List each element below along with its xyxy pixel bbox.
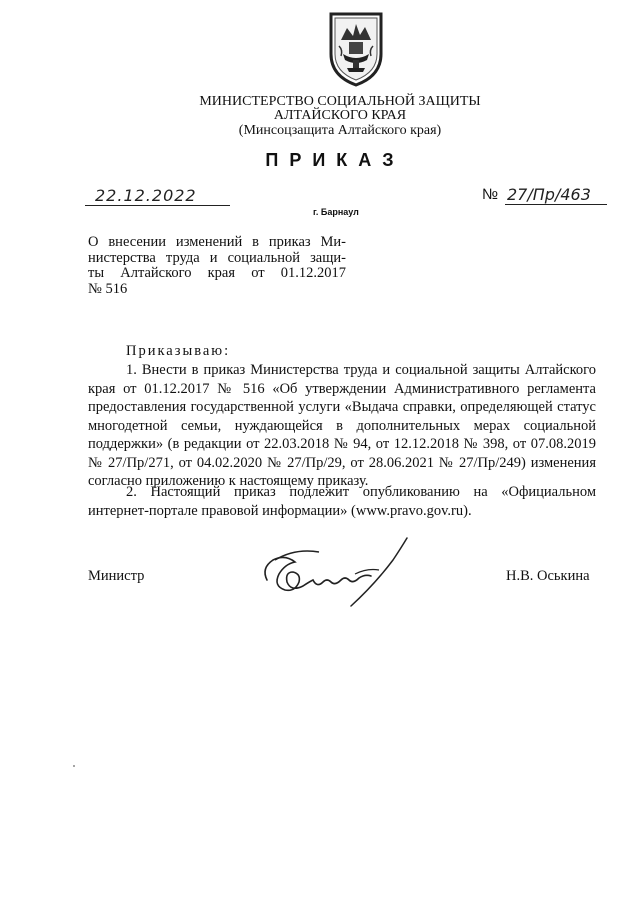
subject-line: О внесении изменений в приказ Ми- bbox=[88, 234, 346, 250]
order-body-paragraph-1 bbox=[88, 361, 596, 491]
subject-line: ты Алтайского края от 01.12.2017 bbox=[88, 265, 346, 281]
order-number: 27/Пр/463 bbox=[505, 185, 607, 205]
order-subject bbox=[88, 235, 346, 297]
subject-line: № 516 bbox=[88, 280, 128, 297]
order-date: 22.12.2022 bbox=[85, 186, 230, 206]
signer-title: Министр bbox=[88, 568, 145, 584]
paragraph-text: 1. Внести в приказ Министерства труда и социальной защиты Алтайского края от 01.12.2017 № 516 «Об утверждении Административного регламента предоставления государственной услуги «Выдача справки, определяющей статус многодетной семьи, нуждающейся в дополнительных мерах социальной поддержки» (в редакции от 22.03.2018 № 94, от 12.12.2018 № 398, от 07.08.2019 № 27/Пр/271, от 04.02.2020 № 27/Пр/29, от 28.06.2021 № 27/Пр/249) изменения согласно приложению к настоящему приказу. bbox=[88, 362, 596, 489]
handwritten-signature-icon bbox=[255, 530, 425, 625]
order-city: г. Барнаул bbox=[313, 207, 359, 217]
org-name-line2: АЛТАЙСКОГО КРАЯ bbox=[273, 108, 407, 123]
order-title: ПРИКАЗ bbox=[265, 150, 405, 170]
coat-of-arms-icon bbox=[327, 10, 385, 88]
org-name-line1: МИНИСТЕРСТВО СОЦИАЛЬНОЙ ЗАЩИТЫ bbox=[199, 94, 481, 109]
org-short-name: (Минсоцзащита Алтайского края) bbox=[238, 123, 442, 138]
order-number-label: № bbox=[482, 186, 499, 203]
order-body-paragraph-2 bbox=[88, 483, 596, 520]
scan-artifact-dot bbox=[73, 765, 75, 767]
paragraph-text: 2. Настоящий приказ подлежит опубликованию на «Официальном интернет-портале правовой информации» (www.pravo.gov.ru). bbox=[88, 484, 596, 519]
subject-line: нистерства труда и социальной защи- bbox=[88, 249, 346, 266]
decree-word: Приказываю: bbox=[126, 343, 231, 359]
signer-name: Н.В. Оськина bbox=[506, 568, 590, 584]
